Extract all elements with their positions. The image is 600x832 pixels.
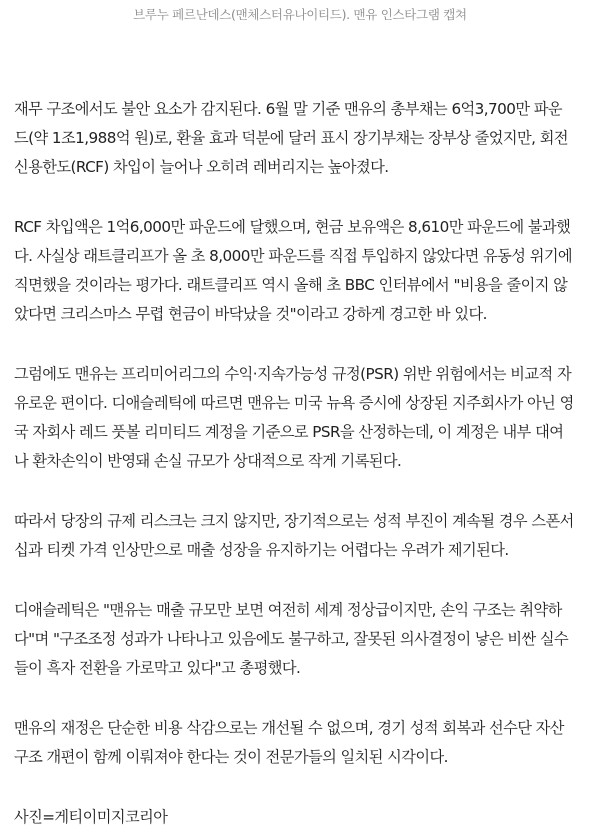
article-paragraph-4 [14, 507, 592, 565]
article-paragraph-3 [14, 360, 592, 476]
image-caption: 브루누 페르난데스(맨체스터유나이티드). 맨유 인스타그램 캡쳐 [133, 7, 467, 22]
paragraph-line: 신용한도(RCF) 차입이 늘어나 오히려 레버리지는 높아졌다. [14, 158, 389, 176]
paragraph-line: 재무 구조에서도 불안 요소가 감지된다. 6월 말 기준 맨유의 총부채는 6억3,700만 파운 [14, 100, 563, 118]
paragraph-line: 유로운 편이다. 디애슬레틱에 따르면 맨유는 미국 뉴욕 증시에 상장된 지주회사가 아닌 영 [14, 394, 574, 412]
paragraph-line: 다. 사실상 래트클리프가 올 초 8,000만 파운드를 직접 투입하지 않았다면 유동성 위기에 [14, 247, 573, 265]
article-paragraph-6 [14, 714, 592, 772]
paragraph-line: 디애슬레틱은 "맨유는 매출 규모만 보면 여전히 세계 정상급이지만, 손익 구조는 취약하 [14, 601, 562, 619]
article-body [14, 95, 592, 832]
paragraph-line: 구조 개편이 함께 이뤄져야 한다는 것이 전문가들의 일치된 시각이다. [14, 748, 448, 766]
article-paragraph-2 [14, 213, 592, 329]
paragraph-line: 나 환차손익이 반영돼 손실 규모가 상대적으로 작게 기록된다. [14, 452, 402, 470]
paragraph-line: 다"며 "구조조정 성과가 나타나고 있음에도 불구하고, 잘못된 의사결정이 낳은 비싼 실수 [14, 630, 569, 648]
article-paragraph-1 [14, 95, 592, 182]
paragraph-line: 그럼에도 맨유는 프리미어리그의 수익·지속가능성 규정(PSR) 위반 위험에서는 비교적 자 [14, 365, 572, 383]
paragraph-line: RCF 차입액은 1억6,000만 파운드에 달했으며, 현금 보유액은 8,610만 파운드에 불과했 [14, 218, 571, 236]
paragraph-line: 았다면 크리스마스 무렵 현금이 바닥났을 것"이라고 강하게 경고한 바 있다. [14, 305, 487, 323]
photo-credit: 사진=게티이미지코리아 [14, 808, 168, 826]
paragraph-line: 국 자회사 레드 풋볼 리미티드 계정을 기준으로 PSR을 산정하는데, 이 계정은 내부 대여 [14, 423, 564, 441]
paragraph-line: 드(약 1조1,988억 원)로, 환율 효과 덕분에 달러 표시 장기부채는 장부상 줄었지만, 회전 [14, 129, 568, 147]
paragraph-line: 따라서 당장의 규제 리스크는 크지 않지만, 장기적으로는 성적 부진이 계속될 경우 스폰서 [14, 512, 574, 530]
paragraph-line: 들이 흑자 전환을 가로막고 있다"고 총평했다. [14, 659, 301, 677]
paragraph-line: 직면했을 것이라는 평가다. 래트클리프 역시 올해 초 BBC 인터뷰에서 "비용을 줄이지 않 [14, 276, 568, 294]
paragraph-line: 십과 티켓 가격 인상만으로 매출 성장을 유지하기는 어렵다는 우려가 제기된다. [14, 541, 509, 559]
paragraph-line: 맨유의 재정은 단순한 비용 삭감으로는 개선될 수 없으며, 경기 성적 회복과 선수단 자산 [14, 719, 564, 737]
article-paragraph-5 [14, 596, 592, 683]
